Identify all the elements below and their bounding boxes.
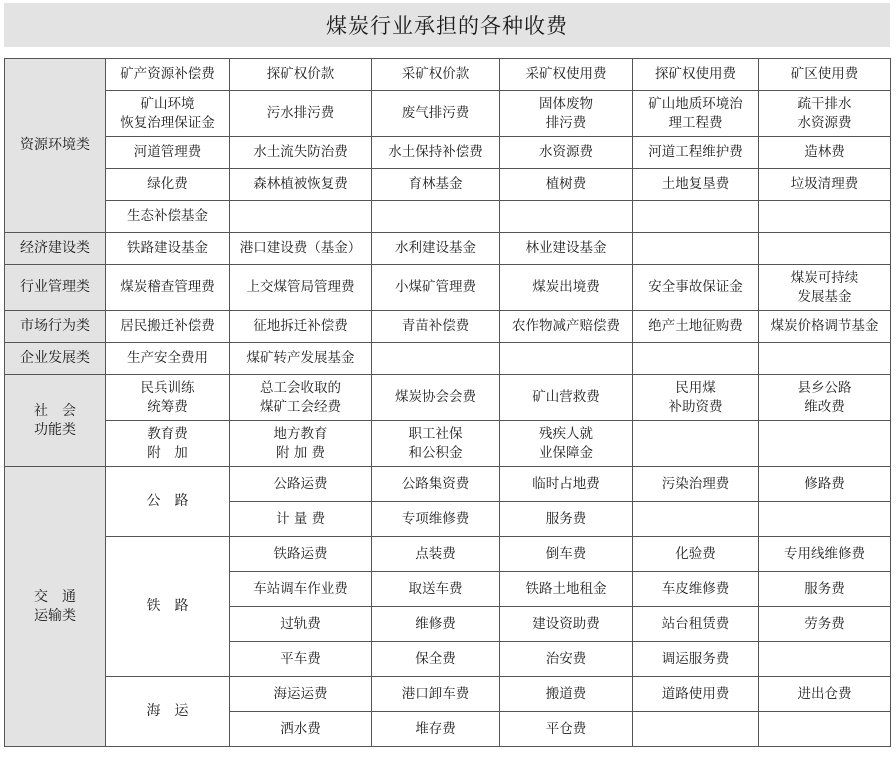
fee-cell: 矿区使用费: [759, 59, 891, 91]
fee-cell: 民用煤 补助资费: [633, 375, 759, 421]
category-economic-construction: 经济建设类: [5, 233, 106, 265]
category-market-behavior: 市场行为类: [5, 311, 106, 343]
fee-cell: 绝产土地征购费: [633, 311, 759, 343]
fee-cell: 道路使用费: [633, 677, 759, 712]
table-row: [5, 677, 891, 712]
category-transport: 交 通 运输类: [5, 467, 106, 747]
table-row: [5, 201, 891, 233]
table-row: [5, 421, 891, 467]
fee-cell: 水土保持补偿费: [372, 137, 500, 169]
fee-cell: 污染治理费: [633, 467, 759, 502]
fee-cell: [500, 343, 633, 375]
fee-cell: 矿山地质环境治 理工程费: [633, 91, 759, 137]
fee-cell: 专项维修费: [372, 502, 500, 537]
fee-cell: 土地复垦费: [633, 169, 759, 201]
fee-cell: 煤炭出境费: [500, 265, 633, 311]
table-row: [5, 91, 891, 137]
fee-cell: 平仓费: [500, 712, 633, 747]
fee-cell: 堆存费: [372, 712, 500, 747]
table-row: [5, 343, 891, 375]
fee-cell: [759, 642, 891, 677]
fee-cell: [759, 421, 891, 467]
fee-cell: 河道工程维护费: [633, 137, 759, 169]
fee-cell: 矿山营救费: [500, 375, 633, 421]
fee-cell: [759, 712, 891, 747]
fee-cell: 林业建设基金: [500, 233, 633, 265]
fee-cell: 上交煤管局管理费: [230, 265, 372, 311]
fee-cell: 民兵训练 统筹费: [106, 375, 230, 421]
table-row: [5, 537, 891, 572]
table-row: [5, 375, 891, 421]
category-resource-environment: 资源环境类: [5, 59, 106, 233]
fee-cell: 安全事故保证金: [633, 265, 759, 311]
fee-cell: 地方教育 附 加 费: [230, 421, 372, 467]
fee-cell: [633, 421, 759, 467]
fee-cell: 煤炭可持续 发展基金: [759, 265, 891, 311]
fee-cell: 公路运费: [230, 467, 372, 502]
table-row: [5, 265, 891, 311]
fee-cell: 教育费 附 加: [106, 421, 230, 467]
fee-cell: 森林植被恢复费: [230, 169, 372, 201]
fee-cell: 站台租赁费: [633, 607, 759, 642]
fee-cell: 车站调车作业费: [230, 572, 372, 607]
fee-cell: [759, 343, 891, 375]
fee-cell: 倒车费: [500, 537, 633, 572]
fee-cell: 海运运费: [230, 677, 372, 712]
fee-cell: 治安费: [500, 642, 633, 677]
fees-table: [4, 58, 891, 747]
fee-cell: 洒水费: [230, 712, 372, 747]
fee-cell: 青苗补偿费: [372, 311, 500, 343]
fee-cell: 化验费: [633, 537, 759, 572]
fee-cell: 水资源费: [500, 137, 633, 169]
fee-cell: 农作物减产赔偿费: [500, 311, 633, 343]
fee-cell: 居民搬迁补偿费: [106, 311, 230, 343]
fee-cell: 劳务费: [759, 607, 891, 642]
fee-cell: [633, 712, 759, 747]
fee-cell: 征地拆迁补偿费: [230, 311, 372, 343]
fee-cell: 固体废物 排污费: [500, 91, 633, 137]
fee-cell: 保全费: [372, 642, 500, 677]
fee-cell: 煤炭价格调节基金: [759, 311, 891, 343]
fee-cell: 专用线维修费: [759, 537, 891, 572]
fee-cell: 铁路建设基金: [106, 233, 230, 265]
fee-cell: 疏干排水 水资源费: [759, 91, 891, 137]
fee-cell: 煤炭稽查管理费: [106, 265, 230, 311]
fee-cell: [633, 201, 759, 233]
fee-cell: [633, 233, 759, 265]
fee-cell: 铁路运费: [230, 537, 372, 572]
page-title: 煤炭行业承担的各种收费: [4, 3, 890, 47]
fee-cell: 水土流失防治费: [230, 137, 372, 169]
fee-cell: 进出仓费: [759, 677, 891, 712]
fee-cell: 建设资助费: [500, 607, 633, 642]
fee-cell: 矿产资源补偿费: [106, 59, 230, 91]
table-row: [5, 233, 891, 265]
fee-cell: 植树费: [500, 169, 633, 201]
fee-cell: 育林基金: [372, 169, 500, 201]
fee-cell: [759, 201, 891, 233]
fee-cell: 调运服务费: [633, 642, 759, 677]
fee-cell: 计 量 费: [230, 502, 372, 537]
fee-cell: [633, 343, 759, 375]
fee-cell: 生态补偿基金: [106, 201, 230, 233]
table-row: [5, 137, 891, 169]
fee-cell: [372, 343, 500, 375]
table-row: [5, 59, 891, 91]
fee-cell: 取送车费: [372, 572, 500, 607]
fee-cell: 修路费: [759, 467, 891, 502]
fee-cell: 探矿权使用费: [633, 59, 759, 91]
table-row: [5, 311, 891, 343]
fee-cell: 县乡公路 维改费: [759, 375, 891, 421]
table-row: [5, 169, 891, 201]
fee-cell: 煤炭协会会费: [372, 375, 500, 421]
fee-cell: 点装费: [372, 537, 500, 572]
fee-cell: 公路集资费: [372, 467, 500, 502]
fee-cell: [500, 201, 633, 233]
table-row: [5, 467, 891, 502]
category-industry-management: 行业管理类: [5, 265, 106, 311]
fee-cell: [759, 233, 891, 265]
fee-cell: 平车费: [230, 642, 372, 677]
fee-cell: 垃圾清理费: [759, 169, 891, 201]
fee-cell: 小煤矿管理费: [372, 265, 500, 311]
category-social-function: 社 会 功能类: [5, 375, 106, 467]
fee-cell: 职工社保 和公积金: [372, 421, 500, 467]
fee-cell: 绿化费: [106, 169, 230, 201]
fee-cell: [372, 201, 500, 233]
fee-cell: 港口建设费（基金）: [230, 233, 372, 265]
fee-cell: [759, 502, 891, 537]
fee-cell: 生产安全费用: [106, 343, 230, 375]
fee-cell: 矿山环境 恢复治理保证金: [106, 91, 230, 137]
fee-cell: 采矿权价款: [372, 59, 500, 91]
fee-cell: 河道管理费: [106, 137, 230, 169]
fee-cell: 过轨费: [230, 607, 372, 642]
fee-cell: 铁路土地租金: [500, 572, 633, 607]
fee-cell: 探矿权价款: [230, 59, 372, 91]
fee-cell: [230, 201, 372, 233]
fee-cell: 临时占地费: [500, 467, 633, 502]
fee-cell: 服务费: [759, 572, 891, 607]
fee-cell: 采矿权使用费: [500, 59, 633, 91]
fee-cell: 总工会收取的 煤矿工会经费: [230, 375, 372, 421]
fee-cell: 维修费: [372, 607, 500, 642]
fee-cell: 车皮维修费: [633, 572, 759, 607]
fee-cell: 港口卸车费: [372, 677, 500, 712]
fee-cell: 水利建设基金: [372, 233, 500, 265]
fee-cell: 服务费: [500, 502, 633, 537]
fee-cell: 造林费: [759, 137, 891, 169]
fee-cell: 废气排污费: [372, 91, 500, 137]
subcategory-sea: 海 运: [106, 677, 230, 747]
fee-cell: 煤矿转产发展基金: [230, 343, 372, 375]
fee-cell: 污水排污费: [230, 91, 372, 137]
fee-cell: 搬道费: [500, 677, 633, 712]
subcategory-rail: 铁 路: [106, 537, 230, 677]
category-enterprise-development: 企业发展类: [5, 343, 106, 375]
fee-cell: [633, 502, 759, 537]
subcategory-road: 公 路: [106, 467, 230, 537]
fee-cell: 残疾人就 业保障金: [500, 421, 633, 467]
